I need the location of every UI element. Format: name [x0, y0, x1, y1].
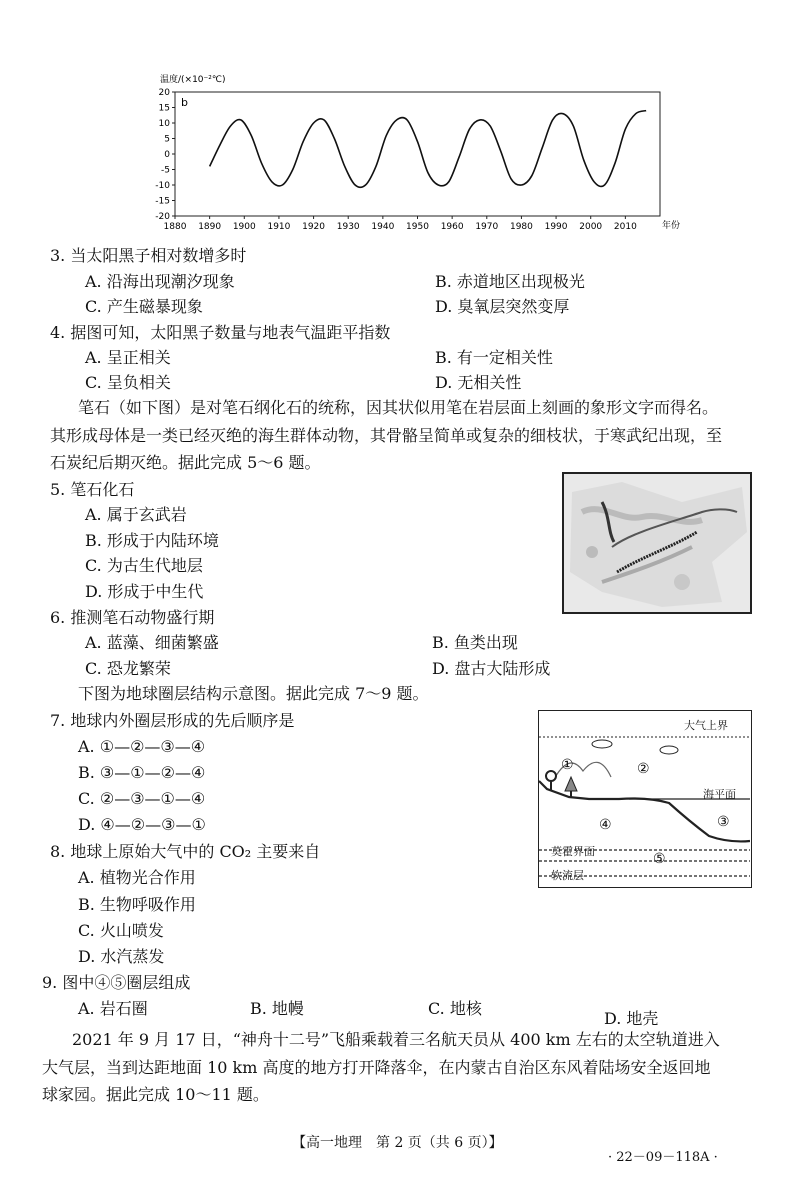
q5-option-a: A. 属于玄武岩: [85, 505, 187, 524]
x-tick-label: 1970: [475, 222, 499, 232]
intro-10-11-line3: 球家园。据此完成 10～11 题。: [42, 1085, 269, 1104]
q7-option-c: C. ②—③—①—④: [78, 789, 206, 808]
q9-option-b: B. 地幔: [250, 999, 304, 1018]
y-tick-label: 0: [164, 150, 170, 160]
layer-4-marker: ④: [599, 817, 612, 833]
x-tick-label: 1980: [509, 222, 533, 232]
layer-3-marker: ③: [717, 814, 730, 830]
y-tick-label: -5: [161, 165, 170, 176]
y-tick-label: -10: [155, 181, 170, 191]
q7-stem: 7. 地球内外圈层形成的先后顺序是: [50, 711, 295, 730]
sea-level-label: 海平面: [703, 788, 736, 801]
temperature-anomaly-line: [210, 111, 646, 188]
q5-option-c: C. 为古生代地层: [85, 556, 203, 575]
q4-stem: 4. 据图可知，太阳黑子数量与地表气温距平指数: [50, 323, 391, 342]
q4-option-a: A. 呈正相关: [85, 348, 171, 367]
x-tick-label: 1960: [440, 222, 464, 232]
y-tick-label: 20: [158, 88, 170, 98]
earth-sphere-diagram: [538, 710, 752, 888]
q6-option-b: B. 鱼类出现: [432, 633, 518, 652]
x-tick-label: 1990: [544, 222, 568, 232]
intro-5-6-line1: 笔石（如下图）是对笔石纲化石的统称，因其状似用笔在岩层面上刻画的象形文字而得名。: [78, 398, 719, 417]
moho-label: 莫霍界面: [551, 845, 595, 858]
layer-5-marker: ⑤: [653, 851, 666, 867]
x-tick-label: 1880: [163, 222, 187, 232]
q9-option-d: D. 地壳: [604, 1009, 659, 1028]
intro-5-6-line2: 其形成母体是一类已经灭绝的海生群体动物，其骨骼呈简单或复杂的细枝状，于寒武纪出现，至: [50, 426, 723, 445]
x-axis-label: 年份: [662, 221, 680, 231]
intro-5-6-line3: 石炭纪后期灭绝。据此完成 5～6 题。: [50, 453, 321, 472]
q6-option-a: A. 蓝藻、细菌繁盛: [85, 633, 219, 652]
panel-label: b: [181, 96, 188, 109]
layer-2-marker: ②: [637, 761, 650, 777]
x-tick-label: 1890: [198, 222, 222, 232]
q7-option-b: B. ③—①—②—④: [78, 763, 206, 782]
q3-option-b: B. 赤道地区出现极光: [435, 272, 585, 291]
y-tick-label: -20: [155, 212, 170, 222]
x-tick-label: 1930: [336, 222, 360, 232]
x-tick-label: 1940: [371, 222, 395, 232]
q3-option-d: D. 臭氧层突然变厚: [435, 297, 570, 316]
x-tick-label: 1920: [302, 222, 326, 232]
intro-10-11-line2: 大气层，当到达距地面 10 km 高度的地方打开降落伞，在内蒙古自治区东风着陆场安全返回地: [42, 1058, 711, 1077]
atmosphere-top-label: 大气上界: [684, 719, 728, 732]
q8-option-b: B. 生物呼吸作用: [78, 895, 196, 914]
q3-option-a: A. 沿海出现潮汐现象: [85, 272, 235, 291]
q8-option-d: D. 水汽蒸发: [78, 947, 165, 966]
document-code: · 22－09－118A ·: [608, 1150, 718, 1165]
asthenosphere-label: 软流层: [551, 869, 584, 882]
q8-option-c: C. 火山喷发: [78, 921, 164, 940]
q4-option-d: D. 无相关性: [435, 373, 522, 392]
q8-option-a: A. 植物光合作用: [78, 868, 196, 887]
q7-option-d: D. ④—②—③—①: [78, 815, 206, 834]
y-tick-label: -15: [155, 196, 170, 207]
q5-option-b: B. 形成于内陆环境: [85, 531, 219, 550]
x-tick-label: 2000: [579, 222, 603, 232]
q6-option-d: D. 盘古大陆形成: [432, 659, 551, 678]
x-tick-label: 1950: [406, 222, 429, 232]
x-tick-label: 1900: [232, 222, 256, 232]
layer-1-marker: ①: [561, 757, 574, 773]
intro-7-9: 下图为地球圈层结构示意图。据此完成 7～9 题。: [78, 684, 429, 703]
q5-stem: 5. 笔石化石: [50, 480, 135, 499]
y-tick-label: 5: [164, 134, 170, 145]
y-tick-label: 10: [158, 119, 170, 129]
y-axis-label: 温度/(×10⁻²℃): [160, 75, 226, 85]
q4-option-b: B. 有一定相关性: [435, 348, 553, 367]
x-tick-label: 1910: [267, 222, 291, 232]
intro-10-11-line1: 2021 年 9 月 17 日，“神舟十二号”飞船乘载着三名航天员从 400 km 左右的太空轨道进入: [72, 1030, 720, 1049]
q4-option-c: C. 呈负相关: [85, 373, 171, 392]
graptolite-fossil-photo: [562, 472, 752, 614]
page-footer: 【高一地理 第 2 页（共 6 页）】: [292, 1135, 503, 1151]
q7-option-a: A. ①—②—③—④: [78, 737, 206, 756]
q9-stem: 9. 图中④⑤圈层组成: [42, 973, 191, 992]
q3-option-c: C. 产生磁暴现象: [85, 297, 203, 316]
q5-option-d: D. 形成于中生代: [85, 582, 204, 601]
x-tick-label: 2010: [613, 222, 637, 232]
q6-option-c: C. 恐龙繁荣: [85, 659, 171, 678]
y-tick-label: 15: [158, 103, 170, 114]
chart-frame: [175, 92, 660, 216]
sunspot-temperature-chart: [140, 70, 680, 245]
q9-option-a: A. 岩石圈: [78, 999, 148, 1018]
q6-stem: 6. 推测笔石动物盛行期: [50, 608, 215, 627]
q3-stem: 3. 当太阳黑子相对数增多时: [50, 246, 247, 265]
q9-option-c: C. 地核: [428, 999, 482, 1018]
q8-stem: 8. 地球上原始大气中的 CO₂ 主要来自: [50, 842, 321, 861]
